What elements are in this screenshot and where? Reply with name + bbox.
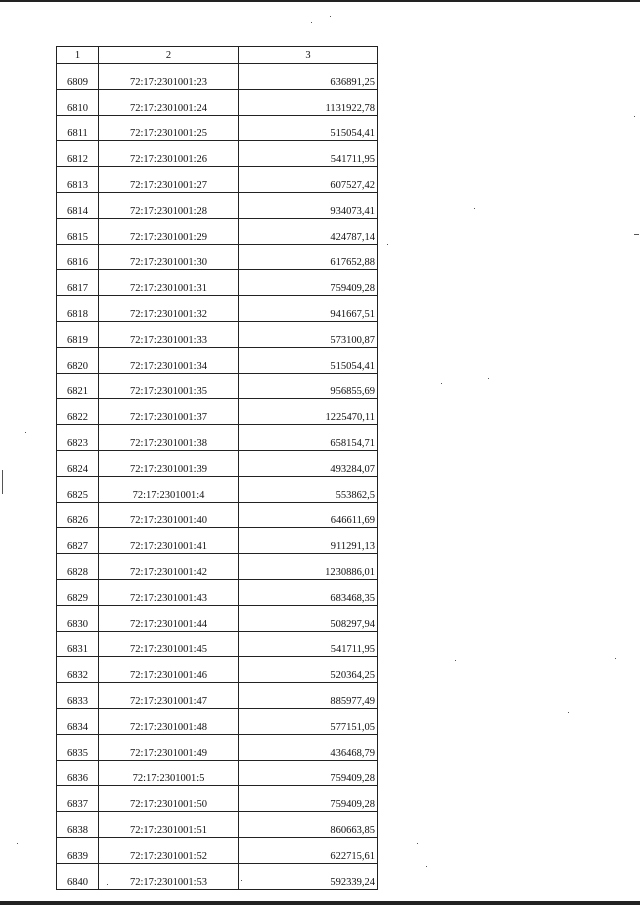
table-row	[57, 64, 378, 90]
cadastral-number-cell: 72:17:2301001:37	[99, 399, 239, 425]
row-number-cell: 6811	[57, 115, 99, 141]
cadastral-number-cell: 72:17:2301001:44	[99, 605, 239, 631]
cadastral-number-cell: 72:17:2301001:47	[99, 683, 239, 709]
cadastral-value-cell: 646611,69	[239, 502, 378, 528]
table-row	[57, 605, 378, 631]
cadastral-number-cell: 72:17:2301001:32	[99, 296, 239, 322]
row-number-cell: 6836	[57, 760, 99, 786]
cadastral-number-cell: 72:17:2301001:5	[99, 760, 239, 786]
cadastral-number-cell: 72:17:2301001:38	[99, 425, 239, 451]
cadastral-value-table	[56, 46, 378, 890]
table-body	[57, 64, 378, 890]
row-number-cell: 6838	[57, 812, 99, 838]
scan-speck	[426, 866, 427, 867]
scan-speck	[568, 712, 569, 713]
scan-speck	[474, 208, 475, 209]
cadastral-number-cell: 72:17:2301001:4	[99, 476, 239, 502]
table-row	[57, 657, 378, 683]
row-number-cell: 6820	[57, 347, 99, 373]
table-row	[57, 863, 378, 889]
cadastral-value-cell: 934073,41	[239, 192, 378, 218]
cadastral-value-cell: 1230886,01	[239, 554, 378, 580]
cadastral-number-cell: 72:17:2301001:49	[99, 734, 239, 760]
row-number-cell: 6835	[57, 734, 99, 760]
scan-edge-bottom	[0, 901, 640, 905]
scan-speck	[488, 378, 489, 379]
table-row	[57, 760, 378, 786]
row-number-cell: 6839	[57, 837, 99, 863]
row-number-cell: 6827	[57, 528, 99, 554]
cadastral-value-cell: 493284,07	[239, 450, 378, 476]
cadastral-value-cell: 573100,87	[239, 321, 378, 347]
table-row	[57, 373, 378, 399]
cadastral-value-cell: 759409,28	[239, 786, 378, 812]
scan-speck	[441, 383, 442, 384]
row-number-cell: 6815	[57, 218, 99, 244]
cadastral-number-cell: 72:17:2301001:24	[99, 89, 239, 115]
row-number-cell: 6832	[57, 657, 99, 683]
cadastral-number-cell: 72:17:2301001:40	[99, 502, 239, 528]
table-row	[57, 554, 378, 580]
cadastral-value-cell: 885977,49	[239, 683, 378, 709]
row-number-cell: 6829	[57, 579, 99, 605]
row-number-cell: 6818	[57, 296, 99, 322]
row-number-cell: 6809	[57, 64, 99, 90]
cadastral-number-cell: 72:17:2301001:46	[99, 657, 239, 683]
table-row	[57, 244, 378, 270]
cadastral-number-cell: 72:17:2301001:34	[99, 347, 239, 373]
row-number-cell: 6830	[57, 605, 99, 631]
column-header-3: 3	[239, 47, 378, 64]
row-number-cell: 6816	[57, 244, 99, 270]
cadastral-number-cell: 72:17:2301001:29	[99, 218, 239, 244]
cadastral-value-cell: 515054,41	[239, 347, 378, 373]
scan-speck	[17, 843, 18, 844]
table-row	[57, 476, 378, 502]
row-number-cell: 6823	[57, 425, 99, 451]
scan-speck	[311, 22, 312, 23]
scan-speck	[455, 660, 456, 661]
cadastral-value-cell: 553862,5	[239, 476, 378, 502]
table-row	[57, 296, 378, 322]
cadastral-number-cell: 72:17:2301001:50	[99, 786, 239, 812]
cadastral-value-cell: 515054,41	[239, 115, 378, 141]
cadastral-number-cell: 72:17:2301001:52	[99, 837, 239, 863]
table-header-row	[57, 47, 378, 64]
table-row	[57, 631, 378, 657]
scan-speck	[387, 244, 388, 245]
scan-speck	[634, 116, 635, 117]
cadastral-number-cell: 72:17:2301001:45	[99, 631, 239, 657]
row-number-cell: 6828	[57, 554, 99, 580]
cadastral-value-cell: 508297,94	[239, 605, 378, 631]
cadastral-value-cell: 436468,79	[239, 734, 378, 760]
table-row	[57, 812, 378, 838]
cadastral-number-cell: 72:17:2301001:30	[99, 244, 239, 270]
cadastral-value-cell: 1225470,11	[239, 399, 378, 425]
cadastral-number-cell: 72:17:2301001:23	[99, 64, 239, 90]
scan-speck	[330, 16, 331, 17]
cadastral-value-cell: 622715,61	[239, 837, 378, 863]
table-row	[57, 218, 378, 244]
row-number-cell: 6813	[57, 167, 99, 193]
cadastral-number-cell: 72:17:2301001:41	[99, 528, 239, 554]
table-row	[57, 502, 378, 528]
row-number-cell: 6834	[57, 708, 99, 734]
cadastral-number-cell: 72:17:2301001:42	[99, 554, 239, 580]
scan-speck	[634, 234, 639, 235]
table-row	[57, 167, 378, 193]
scan-edge-top	[0, 0, 640, 2]
table-row	[57, 270, 378, 296]
row-number-cell: 6837	[57, 786, 99, 812]
cadastral-number-cell: 72:17:2301001:43	[99, 579, 239, 605]
scan-speck	[241, 880, 242, 881]
cadastral-number-cell: 72:17:2301001:26	[99, 141, 239, 167]
row-number-cell: 6833	[57, 683, 99, 709]
scan-speck	[107, 884, 108, 885]
table-row	[57, 528, 378, 554]
table-row	[57, 683, 378, 709]
cadastral-number-cell: 72:17:2301001:48	[99, 708, 239, 734]
row-number-cell: 6814	[57, 192, 99, 218]
table-row	[57, 425, 378, 451]
row-number-cell: 6824	[57, 450, 99, 476]
cadastral-value-cell: 541711,95	[239, 631, 378, 657]
column-header-1: 1	[57, 47, 99, 64]
table-row	[57, 786, 378, 812]
cadastral-number-cell: 72:17:2301001:39	[99, 450, 239, 476]
cadastral-number-cell: 72:17:2301001:31	[99, 270, 239, 296]
row-number-cell: 6840	[57, 863, 99, 889]
scan-speck	[25, 432, 26, 433]
cadastral-value-cell: 424787,14	[239, 218, 378, 244]
cadastral-value-cell: 941667,51	[239, 296, 378, 322]
cadastral-number-cell: 72:17:2301001:51	[99, 812, 239, 838]
cadastral-number-cell: 72:17:2301001:35	[99, 373, 239, 399]
cadastral-value-cell: 607527,42	[239, 167, 378, 193]
row-number-cell: 6821	[57, 373, 99, 399]
column-header-2: 2	[99, 47, 239, 64]
scan-speck	[417, 843, 418, 844]
cadastral-value-cell: 1131922,78	[239, 89, 378, 115]
scan-speck	[2, 470, 3, 494]
cadastral-value-cell: 911291,13	[239, 528, 378, 554]
table-row	[57, 450, 378, 476]
row-number-cell: 6826	[57, 502, 99, 528]
table-row	[57, 579, 378, 605]
row-number-cell: 6812	[57, 141, 99, 167]
row-number-cell: 6810	[57, 89, 99, 115]
cadastral-number-cell: 72:17:2301001:53	[99, 863, 239, 889]
cadastral-value-cell: 636891,25	[239, 64, 378, 90]
cadastral-value-cell: 577151,05	[239, 708, 378, 734]
table-row	[57, 141, 378, 167]
row-number-cell: 6822	[57, 399, 99, 425]
scan-speck	[615, 658, 616, 659]
cadastral-number-cell: 72:17:2301001:25	[99, 115, 239, 141]
row-number-cell: 6825	[57, 476, 99, 502]
cadastral-value-cell: 759409,28	[239, 760, 378, 786]
row-number-cell: 6817	[57, 270, 99, 296]
row-number-cell: 6831	[57, 631, 99, 657]
table-row	[57, 321, 378, 347]
cadastral-value-cell: 860663,85	[239, 812, 378, 838]
cadastral-value-cell: 759409,28	[239, 270, 378, 296]
table-row	[57, 837, 378, 863]
cadastral-value-cell: 541711,95	[239, 141, 378, 167]
cadastral-value-cell: 520364,25	[239, 657, 378, 683]
table-row	[57, 734, 378, 760]
cadastral-value-cell: 683468,35	[239, 579, 378, 605]
table-row	[57, 347, 378, 373]
table-row	[57, 399, 378, 425]
table-row	[57, 708, 378, 734]
table-row	[57, 89, 378, 115]
cadastral-value-cell: 956855,69	[239, 373, 378, 399]
row-number-cell: 6819	[57, 321, 99, 347]
table-row	[57, 115, 378, 141]
cadastral-value-cell: 617652,88	[239, 244, 378, 270]
cadastral-number-cell: 72:17:2301001:27	[99, 167, 239, 193]
cadastral-value-cell: 592339,24	[239, 863, 378, 889]
cadastral-number-cell: 72:17:2301001:33	[99, 321, 239, 347]
cadastral-number-cell: 72:17:2301001:28	[99, 192, 239, 218]
table-row	[57, 192, 378, 218]
cadastral-value-cell: 658154,71	[239, 425, 378, 451]
